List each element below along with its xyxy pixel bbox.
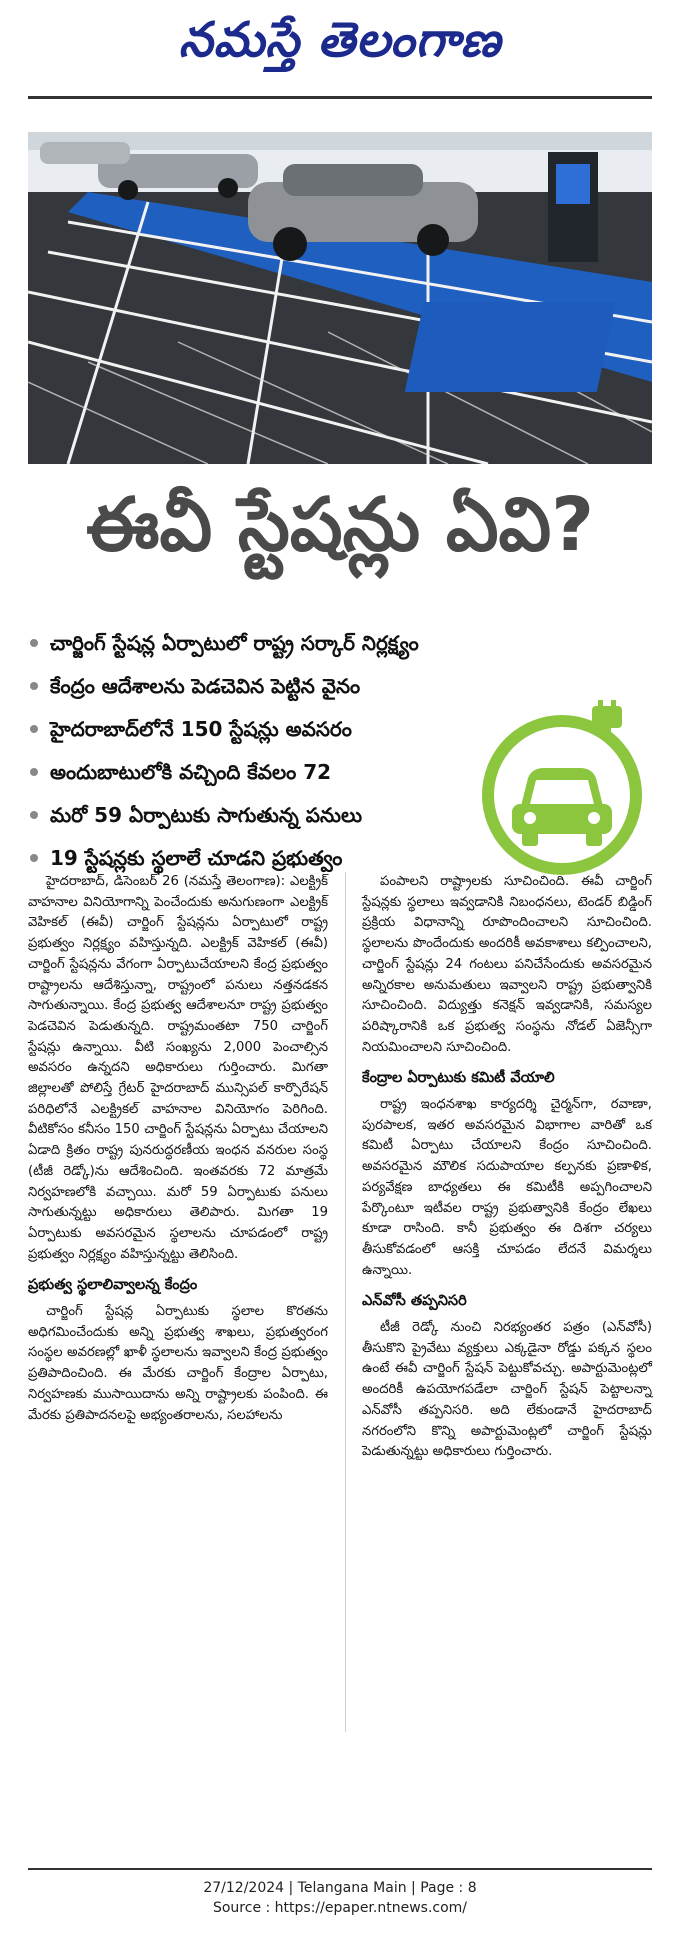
bullet-icon xyxy=(30,639,38,647)
highlight-item: మరో 59 ఏర్పాటుకు సాగుతున్న పనులు xyxy=(28,794,498,837)
bullet-icon xyxy=(30,854,38,862)
source-link[interactable]: Source : https://epaper.ntnews.com/ xyxy=(212,1900,468,1916)
footer-rule xyxy=(28,1868,652,1870)
highlight-item: 19 స్టేషన్లకు స్థలాలే చూడని ప్రభుత్వం xyxy=(28,837,498,880)
article-paragraph: రాష్ట్ర ఇంధనశాఖ కార్యదర్శి చైర్మన్‌గా, రవాణా, పురపాలక, ఇతర అవసరమైన విభాగాల వారితో ఒక కమిటీ ఏర్పాటు చేయాలని కేంద్రం సూచించింది. అవసరమైన మౌలిక సదుపాయాల కల్పనకు ప్రణాళిక, పర్యవేక్షణ బాధ్యతలు ఈ కమిటీకి అప్పగించాలని పేర్కొంటూ ఇటీవల రాష్ట్ర ప్రభుత్వానికి కేంద్రం లేఖలు కూడా రాసింది. కానీ ప్రభుత్వం ఈ దిశగా చర్యలు తీసుకోవడంలో ఆసక్తి చూపడం లేదనే విమర్శలు ఉన్నాయి. xyxy=(362,1097,652,1278)
article-column-left xyxy=(28,872,328,1572)
edition-info: 27/12/2024 | Telangana Main | Page : 8 xyxy=(203,1880,477,1896)
article-paragraph: టీజీ రెడ్కో నుంచి నిరభ్యంతర పత్రం (ఎన్‌వోసీ) తీసుకొని ప్రైవేటు వ్యక్తులు ఎక్కడైనా రోడ్డు పక్కన స్థలం ఉంటే ఈవీ చార్జింగ్ స్టేషన్ పెట్టుకోవచ్చు. అపార్టుమెంట్లలో అందరికీ ఉపయోగపడేలా చార్జింగ్ స్టేషన్ పెట్టాలన్నా ఎన్‌వోసీ తప్పనిసరి. అది లేకుండానే హైదరాబాద్ నగరంలోని కొన్ని అపార్టుమెంట్లలో చార్జింగ్ స్టేషన్లు పెడుతున్నట్టు అధికారులు గుర్తించారు. xyxy=(362,1320,652,1460)
masthead xyxy=(0,0,680,92)
ev-charging-photo xyxy=(28,132,652,464)
subheading: కేంద్రాల ఏర్పాటుకు కమిటీ వేయాలి xyxy=(362,1070,555,1087)
column-divider xyxy=(345,872,346,1732)
subheading: ఎన్‌వోసీ తప్పనిసరి xyxy=(362,1293,467,1310)
highlight-list xyxy=(28,622,498,880)
article-paragraph: హైదరాబాద్, డిసెంబర్ 26 (నమస్తే తెలంగాణ): ఎలక్ట్రిక్ వాహనాల వినియోగాన్ని పెంచేందుకు అనుగుణంగా ఎలక్ట్రిక్ వెహికల్ (ఈవీ) చార్జింగ్ స్టేషన్లను ఏర్పాటులో రాష్ట్ర ప్రభుత్వం నిర్లక్ష్యం వహిస్తున్నది. ఎలక్ట్రిక్ వెహికల్ (ఈవీ) చార్జింగ్ స్టేషన్లను వేగంగా ఏర్పాటుచేయాలని కేంద్ర ప్రభుత్వం రాష్ట్రాలను ఆదేశిస్తున్నా, రాష్ట్రంలో పనులు నత్తనడకన సాగుతున్నాయి. కేంద్ర ప్రభుత్వ ఆదేశాలనూ రాష్ట్ర ప్రభుత్వం పెడచెవిన పెడుతున్నది. రాష్ట్రమంతటా 750 చార్జింగ్ స్టేషన్లు ఉన్నాయి. వీటి సంఖ్యను 2,000 పెంచాల్సిన అవసరం ఉన్నదని అధికారులు గుర్తించారు. మిగతా జిల్లాలతో పోలిస్తే గ్రేటర్ హైదరాబాద్ మున్సిపల్ కార్పొరేషన్ పరిధిలోనే ఎలక్ట్రికల్ వాహనాల వినియోగం పెరిగింది. వీటికోసం కనీసం 150 చార్జింగ్ స్టేషన్లను ఏర్పాటు చేయాలని ఏడాది క్రితం రాష్ట్ర పునరుద్ధరణీయ ఇంధన వనరుల సంస్థ (టీజీ రెడ్కో)ను ఆదేశించింది. ఇంతవరకు 72 మాత్రమే నిర్వహణలోకి వచ్చాయి. మరో 59 ఏర్పాటుకు పనులు సాగుతున్నట్టు అధికారులు తెలిపారు. మిగతా 19 ఏర్పాటుకు అవసరమైన స్థలాలను చూపడంలో రాష్ట్ర ప్రభుత్వం నిర్లక్ష్యం వహిస్తున్నట్టు తెలిసింది. xyxy=(28,874,328,1262)
subheading: ప్రభుత్వ స్థలాలివ్వాలన్న కేంద్రం xyxy=(28,1277,198,1294)
article-paragraph: చార్జింగ్ స్టేషన్ల ఏర్పాటుకు స్థలాల కొరతను అధిగమించేందుకు అన్ని ప్రభుత్వ శాఖలు, ప్రభుత్వరంగ సంస్థల అవరణల్లో ఖాళీ స్థలాలను ఇవ్వాలని కేంద్ర ప్రభుత్వం ప్రతిపాదించింది. ఈ మేరకు చార్జింగ్ కేంద్రాల ఏర్పాటు, నిర్వహణకు ముసాయిదాను అన్ని రాష్ట్రాలకు పంపింది. ఈ మేరకు ప్రతిపాదనలపై అభ్యంతరాలను, సలహాలను xyxy=(28,1304,328,1423)
ev-charging-car-icon xyxy=(472,700,652,880)
bullet-icon xyxy=(30,768,38,776)
parking-lot-illustration xyxy=(28,132,652,464)
bullet-icon xyxy=(30,811,38,819)
highlight-item: హైదరాబాద్‌లోనే 150 స్టేషన్లు అవసరం xyxy=(28,708,498,751)
highlight-item: కేంద్రం ఆదేశాలను పెడచెవిన పెట్టిన వైనం xyxy=(28,665,498,708)
highlight-item: అందుబాటులోకి వచ్చింది కేవలం 72 xyxy=(28,751,498,794)
bullet-icon xyxy=(30,725,38,733)
bullet-icon xyxy=(30,682,38,690)
newspaper-logo: నమస్తే తెలంగాణ xyxy=(178,12,502,68)
article-paragraph: పంపాలని రాష్ట్రాలకు సూచించింది. ఈవీ చార్జింగ్ స్టేషన్లకు స్థలాలు ఇవ్వడానికి నిబంధనలు, టెండర్ బిడ్డింగ్ ప్రక్రియ విధానాన్ని రూపొందించాలని సూచించింది. స్థలాలను పొందేందుకు అందరికీ అవకాశాలు కల్పించాలని, చార్జింగ్ స్టేషన్లు 24 గంటలు పనిచేసేందుకు అవసరమైన అన్నిరకాల అనుమతులు ఇవ్వాలని రాష్ట్ర ప్రభుత్వానికి సూచించింది. విద్యుత్తు కనెక్షన్ ఇవ్వడానికి, సమస్యల పరిష్కారానికి ఒక ప్రభుత్వ సంస్థను నోడల్ ఏజెన్సీగా నియమించాలని సూచించింది. xyxy=(362,874,652,1055)
footer xyxy=(0,1878,680,1918)
headline: ఈవీ స్టేషన్లు ఏవి? xyxy=(85,482,595,568)
article-column-right xyxy=(362,872,652,1732)
masthead-rule xyxy=(28,96,652,99)
highlight-item: చార్జింగ్ స్టేషన్ల ఏర్పాటులో రాష్ట్ర సర్కార్ నిర్లక్ష్యం xyxy=(28,622,498,665)
